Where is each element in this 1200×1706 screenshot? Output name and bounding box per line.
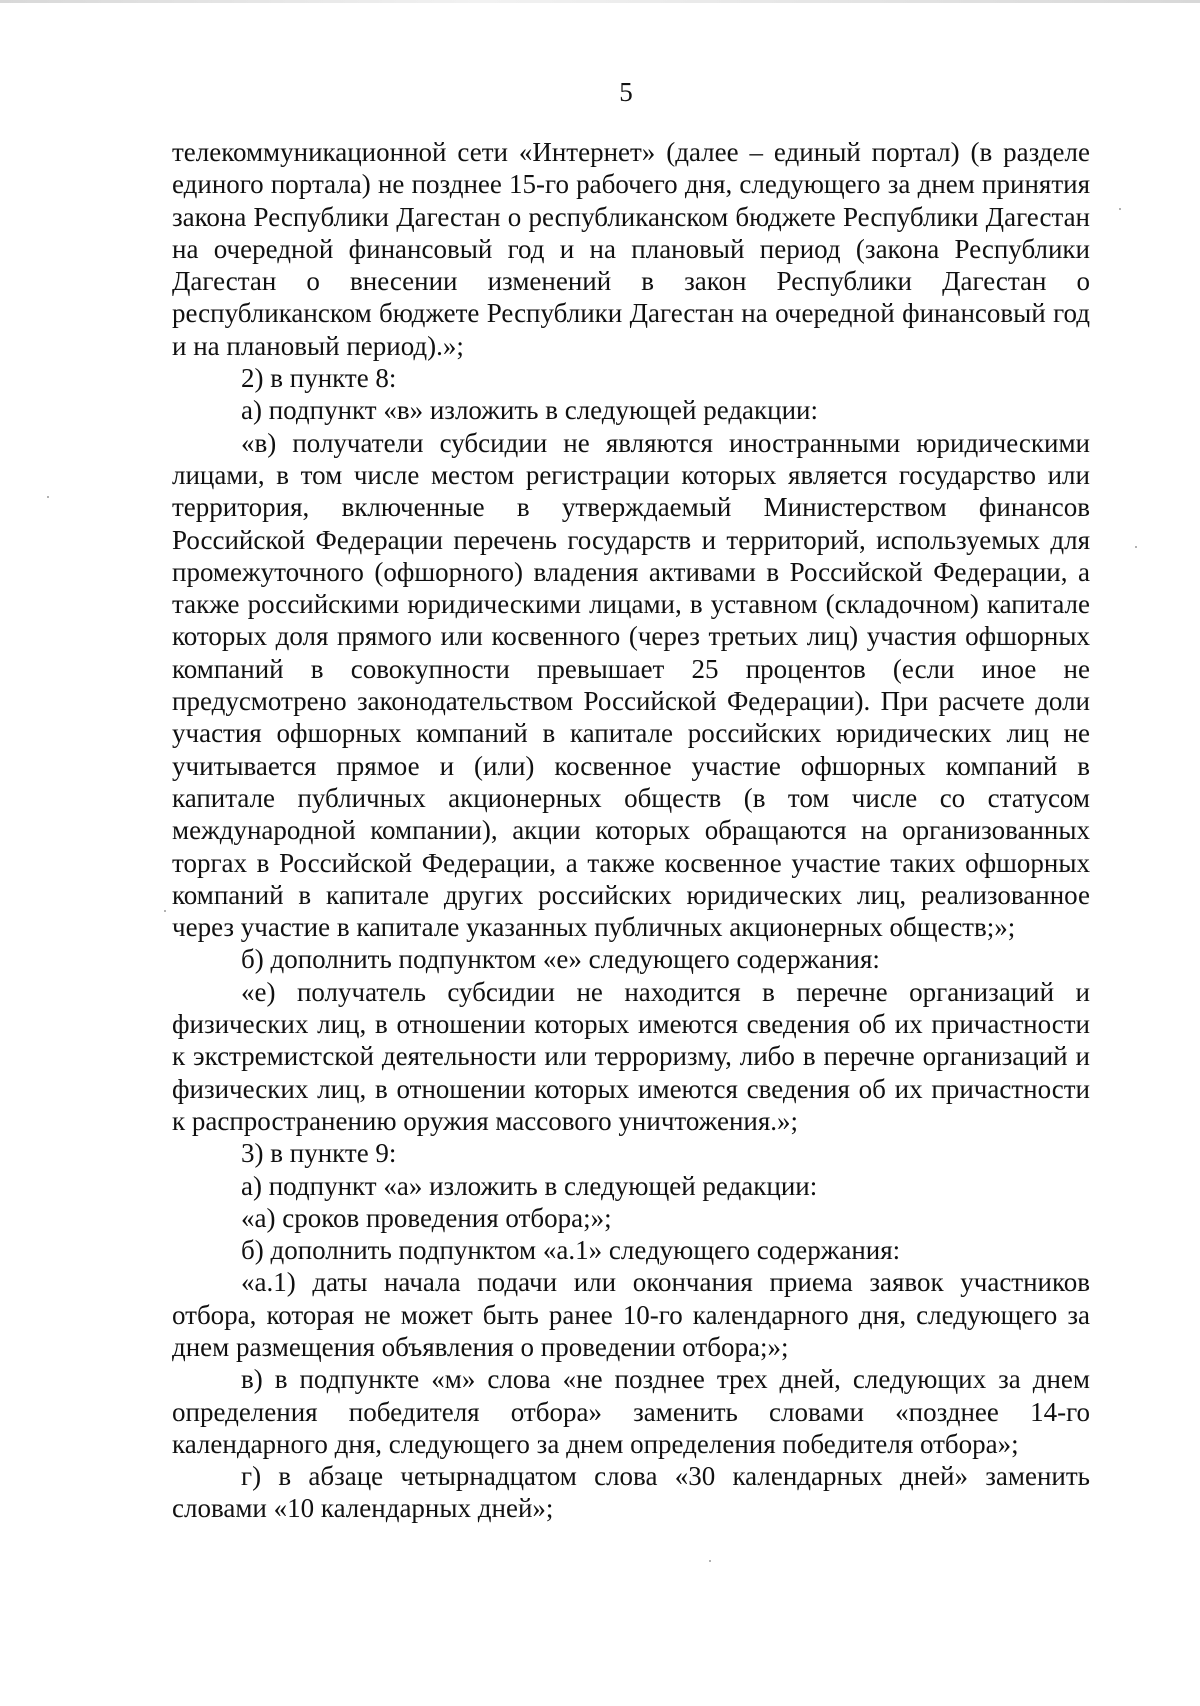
paragraph-8: а) подпункт «а» изложить в следующей редакции: [241, 1170, 818, 1201]
paragraph-12: в) в подпункте «м» слова «не позднее трех дней, следующих за днем определения победителя отбора» заменить словами «позднее 14-го календарного дня, следующего за днем определения победителя отбора»; [172, 1364, 1090, 1459]
paragraph-3: а) подпункт «в» изложить в следующей редакции: [241, 395, 819, 426]
paragraph-13: г) в абзаце четырнадцатом слова «30 календарных дней» заменить словами «10 календарных дней»; [172, 1461, 1090, 1524]
paragraph-2: 2) в пункте 8: [241, 363, 397, 394]
paragraph-9: «а) сроков проведения отбора;»; [241, 1202, 612, 1233]
page-number: 5 [619, 77, 633, 107]
paragraph-10: б) дополнить подпунктом «а.1» следующего содержания: [241, 1235, 901, 1266]
scan-speck [47, 496, 49, 498]
paragraph-11: «а.1) даты начала подачи или окончания приема заявок участников отбора, которая не может быть ранее 10-го календарного дня, следующего за днем размещения объявления о проведении отбора;»; [172, 1267, 1090, 1362]
scan-speck [1119, 208, 1121, 210]
paragraph-7: 3) в пункте 9: [241, 1138, 397, 1169]
scan-top-edge [0, 0, 1200, 3]
scan-speck [709, 1560, 711, 1562]
scan-speck [164, 910, 166, 912]
paragraph-4: «в) получатели субсидии не являются иностранными юридическими лицами, в том числе местом регистрации которых является государство или территория, включенные в утверждаемый Министерством финансов Российской Федерации перечень государств и территорий, используемых для промежуточного (офшорного) владения активами в Российской Федерации, а также российскими юридическими лицами, в уставном (складочном) капитале которых доля прямого или косвенного (через третьих лиц) участия офшорных компаний в совокупности превышает 25 процентов (если иное не предусмотрено законодательством Российской Федерации). При расчете доли участия офшорных компаний в капитале российских юридических лиц не учитывается прямое и (или) косвенное участие офшорных компаний в капитале публичных акционерных обществ (в том числе со статусом международной компании), акции которых обращаются на организованных торгах в Российской Федерации, а также косвенное участие таких офшорных компаний в капитале других российских юридических лиц, реализованное через участие в капитале указанных публичных акционерных обществ;»; [172, 427, 1090, 943]
paragraph-6: «е) получатель субсидии не находится в перечне организаций и физических лиц, в отношении которых имеются сведения об их причастности к экстремистской деятельности или терроризму, либо в перечне организаций и физических лиц, в отношении которых имеются сведения об их причастности к распространению оружия массового уничтожения.»; [172, 976, 1090, 1136]
paragraph-1: телекоммуникационной сети «Интернет» (далее – единый портал) (в разделе единого портала) не позднее 15-го рабочего дня, следующего за днем принятия закона Республики Дагестан о республиканском бюджете Республики Дагестан на очередной финансовый год и на плановый период (закона Республики Дагестан о внесении изменений в закон Республики Дагестан о республиканском бюджете Республики Дагестан на очередной финансовый год и на плановый период).»; [172, 137, 1090, 361]
scan-speck [1135, 546, 1137, 548]
paragraph-5: б) дополнить подпунктом «е» следующего содержания: [241, 944, 880, 975]
document-body [172, 136, 1090, 1525]
